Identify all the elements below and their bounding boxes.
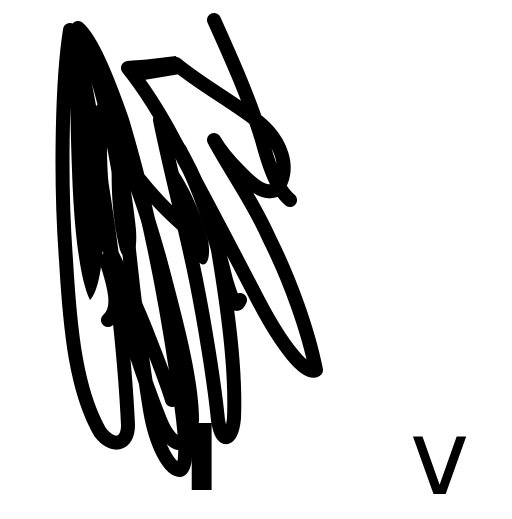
scribble-stroke-cross-3: [106, 260, 115, 320]
scribble-fill-upper: [126, 56, 180, 82]
v-glyph: v: [410, 396, 470, 519]
bar-glyph: I: [182, 405, 222, 512]
